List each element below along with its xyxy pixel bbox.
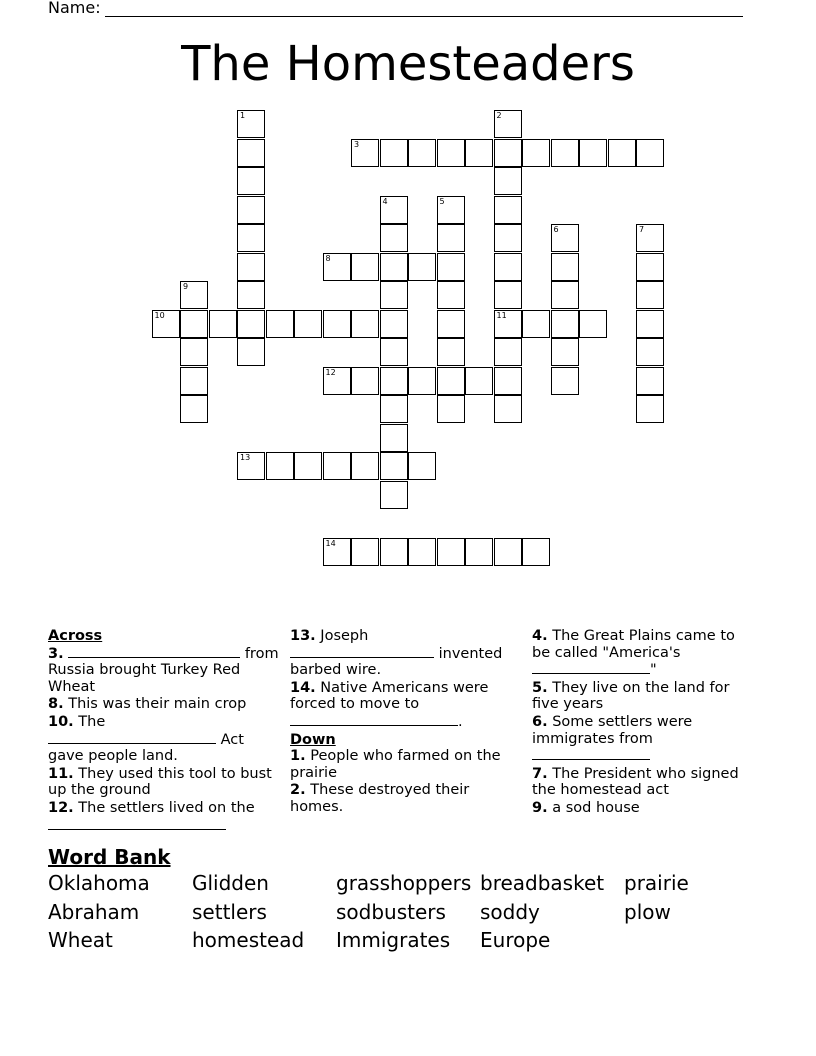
crossword-cell[interactable] — [323, 367, 351, 395]
crossword-cell[interactable] — [351, 452, 379, 480]
crossword-cell[interactable] — [494, 110, 522, 138]
clue-number: 13. — [290, 628, 316, 644]
answer-blank — [532, 661, 650, 674]
crossword-cell[interactable] — [437, 395, 465, 423]
clue-down-6 — [532, 714, 757, 765]
clue-number: 8. — [48, 696, 64, 713]
clue-text: Act gave people land. — [48, 731, 244, 765]
word-bank-item: Europe — [480, 928, 551, 953]
crossword-cell[interactable] — [237, 196, 265, 224]
crossword-cell[interactable] — [237, 338, 265, 366]
clue-number: 12. — [48, 799, 74, 816]
crossword-cell[interactable] — [380, 224, 408, 252]
answer-blank — [48, 817, 226, 830]
crossword-cell[interactable] — [380, 481, 408, 509]
crossword-cell[interactable] — [437, 538, 465, 566]
across-heading: Across — [48, 628, 103, 644]
crossword-cell[interactable] — [551, 338, 579, 366]
crossword-cell[interactable] — [437, 338, 465, 366]
word-bank-item: breadbasket — [480, 871, 605, 895]
word-bank-item: Immigrates — [336, 928, 451, 953]
crossword-cell[interactable] — [494, 281, 522, 309]
clues-column-3 — [532, 628, 757, 818]
clue-down-5 — [532, 680, 757, 713]
crossword-cell[interactable] — [437, 196, 465, 224]
clue-across-3 — [48, 645, 280, 696]
word-bank-item: Oklahoma — [48, 871, 150, 895]
crossword-cell[interactable] — [237, 110, 265, 138]
clue-number: 10. — [48, 713, 74, 730]
clue-number: 6. — [532, 713, 548, 730]
clue-text: They used this tool to bust up the ground — [48, 765, 272, 799]
word-bank-item: homestead — [192, 928, 305, 953]
clue-number: 1. — [290, 748, 306, 765]
word-bank-item: Abraham — [48, 899, 140, 924]
crossword-cell[interactable] — [380, 538, 408, 566]
crossword-cell[interactable] — [351, 538, 379, 566]
crossword-cell[interactable] — [408, 452, 436, 480]
clue-down-2 — [290, 782, 512, 815]
clue-text: These destroyed their homes. — [290, 782, 470, 815]
clue-text: invented barbed wire. — [290, 645, 503, 679]
crossword-cell[interactable] — [551, 281, 579, 309]
crossword-cell[interactable] — [180, 310, 208, 338]
clue-number-label: 12 — [325, 367, 336, 377]
down-heading: Down — [290, 731, 336, 748]
clue-text: The President who signed the homestead act — [532, 765, 739, 799]
word-bank-item: prairie — [624, 871, 689, 895]
crossword-cell[interactable] — [551, 367, 579, 395]
crossword-cell[interactable] — [380, 338, 408, 366]
crossword-cell[interactable] — [266, 310, 294, 338]
crossword-cell[interactable] — [579, 139, 607, 167]
clues-column-1 — [48, 628, 280, 835]
clue-number-label: 1 — [240, 111, 246, 120]
crossword-cell[interactable] — [579, 310, 607, 338]
clue-text: The settlers lived on the — [78, 799, 255, 816]
crossword-cell[interactable] — [636, 338, 664, 366]
crossword-cell[interactable] — [180, 367, 208, 395]
crossword-cell[interactable] — [437, 367, 465, 395]
word-bank-item: Wheat — [48, 928, 113, 953]
crossword-cell[interactable] — [408, 253, 436, 281]
clue-across-13 — [290, 628, 512, 679]
word-bank — [48, 871, 768, 957]
crossword-cell[interactable] — [237, 167, 265, 195]
crossword-cell[interactable] — [408, 367, 436, 395]
crossword-cell[interactable] — [380, 253, 408, 281]
crossword-cell[interactable] — [437, 253, 465, 281]
answer-blank — [290, 713, 458, 726]
crossword-cell[interactable] — [380, 196, 408, 224]
crossword-cell[interactable] — [494, 167, 522, 195]
clue-number-label: 11 — [496, 310, 507, 320]
crossword-cell[interactable] — [551, 224, 579, 252]
crossword-cell[interactable] — [522, 538, 550, 566]
crossword-cell[interactable] — [237, 224, 265, 252]
clue-number-label: 5 — [439, 196, 445, 206]
clue-down-7 — [532, 766, 757, 799]
crossword-cell[interactable] — [380, 367, 408, 395]
clue-text: . — [458, 713, 463, 730]
crossword-cell[interactable] — [351, 367, 379, 395]
crossword-cell[interactable] — [494, 395, 522, 423]
clue-across-8 — [48, 696, 280, 713]
crossword-cell[interactable] — [380, 281, 408, 309]
crossword-cell[interactable] — [380, 395, 408, 423]
clue-text: Some settlers were immigrates from — [532, 713, 693, 747]
clue-across-12 — [48, 800, 280, 834]
crossword-cell[interactable] — [494, 253, 522, 281]
clue-number-label: 2 — [496, 111, 502, 120]
clue-text: from Russia brought Turkey Red Wheat — [48, 645, 279, 695]
crossword-cell[interactable] — [237, 139, 265, 167]
clue-across-10 — [48, 714, 280, 765]
crossword-cell[interactable] — [380, 139, 408, 167]
clue-number-label: 9 — [183, 282, 189, 291]
crossword-cell[interactable] — [180, 338, 208, 366]
answer-blank — [290, 645, 434, 658]
crossword-cell[interactable] — [351, 139, 379, 167]
clue-number: 4. — [532, 628, 548, 644]
clue-text: The — [78, 713, 106, 730]
clues-column-2 — [290, 628, 512, 817]
clue-text: " — [650, 662, 657, 679]
crossword-cell[interactable] — [408, 538, 436, 566]
answer-blank — [532, 747, 650, 760]
clue-number-label: 8 — [325, 253, 331, 263]
crossword-cell[interactable] — [636, 253, 664, 281]
clue-number-label: 3 — [354, 139, 360, 149]
crossword-cell[interactable] — [323, 538, 351, 566]
crossword-cell[interactable] — [294, 452, 322, 480]
crossword-cell[interactable] — [408, 139, 436, 167]
crossword-cell[interactable] — [180, 395, 208, 423]
crossword-cell[interactable] — [380, 452, 408, 480]
crossword-cell[interactable] — [180, 281, 208, 309]
crossword-cell[interactable] — [437, 310, 465, 338]
crossword-cell[interactable] — [209, 310, 237, 338]
page-title: The Homesteaders — [181, 36, 635, 92]
clue-number-label: 6 — [553, 225, 559, 234]
clue-text: They live on the land for five years — [532, 679, 730, 713]
crossword-cell[interactable] — [636, 224, 664, 252]
crossword-cell[interactable] — [494, 310, 522, 338]
clue-number-label: 14 — [325, 538, 336, 548]
crossword-cell[interactable] — [494, 367, 522, 395]
clue-text: This was their main crop — [68, 696, 247, 713]
answer-blank — [68, 645, 240, 658]
crossword-cell[interactable] — [323, 452, 351, 480]
clue-number-label: 10 — [154, 310, 165, 320]
clue-number: 3. — [48, 645, 64, 662]
clue-number: 5. — [532, 679, 548, 696]
crossword-cell[interactable] — [522, 139, 550, 167]
crossword-cell[interactable] — [351, 310, 379, 338]
clue-number: 14. — [290, 679, 316, 696]
word-bank-item: plow — [624, 899, 671, 924]
crossword-cell[interactable] — [437, 139, 465, 167]
crossword-cell[interactable] — [494, 224, 522, 252]
crossword-cell[interactable] — [636, 367, 664, 395]
clue-text: People who farmed on the prairie — [290, 748, 501, 781]
crossword-cell[interactable] — [636, 310, 664, 338]
crossword-cell[interactable] — [494, 338, 522, 366]
clue-across-11 — [48, 766, 280, 799]
crossword-cell[interactable] — [237, 310, 265, 338]
crossword-cell[interactable] — [237, 452, 265, 480]
clue-down-1 — [290, 748, 512, 781]
crossword-cell[interactable] — [522, 310, 550, 338]
crossword-cell[interactable] — [608, 139, 636, 167]
crossword-cell[interactable] — [465, 538, 493, 566]
crossword-cell[interactable] — [551, 253, 579, 281]
word-bank-item: sodbusters — [336, 899, 446, 924]
clue-number-label: 7 — [639, 225, 645, 234]
crossword-cell[interactable] — [266, 452, 294, 480]
clue-number: 2. — [290, 782, 306, 799]
word-bank-item: grasshoppers — [336, 871, 472, 895]
word-bank-item: Glidden — [192, 871, 269, 895]
clue-text: Native Americans were forced to move to — [290, 679, 489, 713]
crossword-cell[interactable] — [380, 424, 408, 452]
clue-number: 9. — [532, 799, 548, 816]
clue-text: The Great Plains came to be called "America's — [532, 628, 735, 661]
name-label: Name: — [48, 0, 101, 17]
clue-number-label: 4 — [382, 196, 388, 206]
clue-across-14 — [290, 680, 512, 731]
word-bank-item: soddy — [480, 899, 540, 924]
clue-down-9 — [532, 800, 757, 817]
crossword-cell[interactable] — [551, 310, 579, 338]
clue-number: 7. — [532, 765, 548, 782]
word-bank-item: settlers — [192, 899, 267, 924]
crossword-cell[interactable] — [494, 538, 522, 566]
crossword-cell[interactable] — [323, 253, 351, 281]
clue-text: Joseph — [320, 628, 369, 644]
crossword-cell[interactable] — [494, 139, 522, 167]
crossword-cell[interactable] — [380, 310, 408, 338]
clue-down-4 — [532, 628, 757, 679]
crossword-cell[interactable] — [294, 310, 322, 338]
clue-number: 11. — [48, 765, 74, 782]
crossword-cell[interactable] — [323, 310, 351, 338]
crossword-cell[interactable] — [237, 281, 265, 309]
crossword-cell[interactable] — [152, 310, 180, 338]
crossword-cell[interactable] — [636, 395, 664, 423]
crossword-cell[interactable] — [551, 139, 579, 167]
crossword-cell[interactable] — [636, 139, 664, 167]
crossword-cell[interactable] — [351, 253, 379, 281]
crossword-cell[interactable] — [237, 253, 265, 281]
crossword-cell[interactable] — [437, 281, 465, 309]
answer-blank — [48, 731, 216, 744]
crossword-cell[interactable] — [494, 196, 522, 224]
crossword-cell[interactable] — [636, 281, 664, 309]
clue-text: a sod house — [552, 799, 640, 816]
crossword-cell[interactable] — [437, 224, 465, 252]
crossword-cell[interactable] — [465, 139, 493, 167]
word-bank-title: Word Bank — [48, 845, 171, 869]
crossword-cell[interactable] — [465, 367, 493, 395]
clue-number-label: 13 — [240, 453, 251, 462]
